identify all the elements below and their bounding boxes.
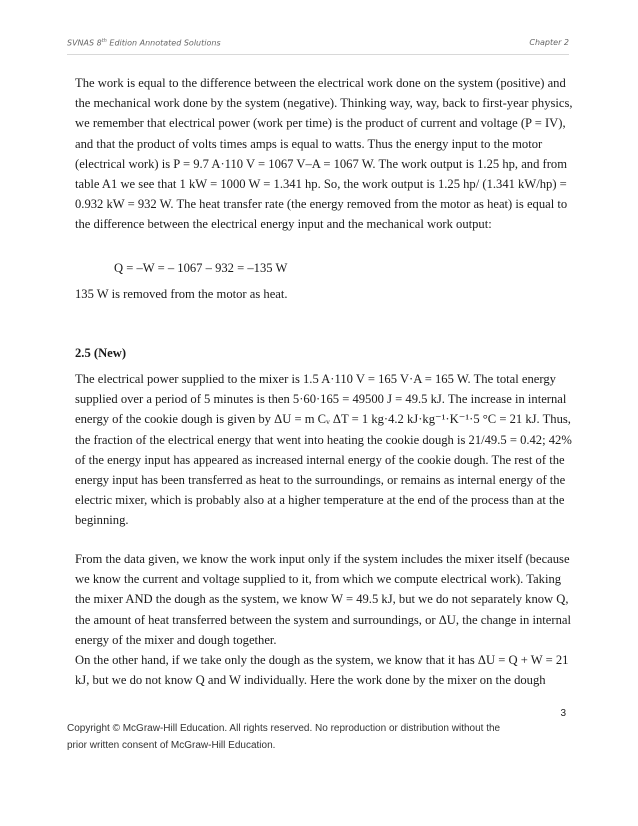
header-left-title: SVNAS 8th Edition Annotated Solutions xyxy=(67,38,221,48)
footer-line-1: Copyright © McGraw-Hill Education. All rights reserved. No reproduction or distribution without the xyxy=(67,723,501,734)
copyright-footer xyxy=(67,720,547,754)
paragraph-heat-removed: 135 W is removed from the motor as heat. xyxy=(75,287,288,301)
paragraph-mixer-power: The electrical power supplied to the mixer is 1.5 A·110 V = 165 V·A = 165 W. The total energy supplied over a period of 5 minutes is then 5·60·165 = 49500 J = 49.5 kJ. The increase in internal energy of the cookie dough is given by ΔU = m Cᵥ ΔT = 1 kg·4.2 kJ·kg⁻¹·K⁻¹·5 °C = 21 kJ. Thus, the fraction of the electrical energy that went into heating the cookie dough is 21/49.5 = 0.42; 42% of the energy input has appeared as increased internal energy of the cookie dough. The rest of the energy input has been transferred as heat to the surroundings, or remains as internal energy of the electric mixer, which is probably also at a higher temperature at the end of the process than at the beginning. xyxy=(75,372,572,528)
page-number: 3 xyxy=(560,708,566,719)
footer-line-2: prior written consent of McGraw-Hill Education. xyxy=(67,740,276,751)
paragraph-system-choice: From the data given, we know the work input only if the system includes the mixer itself (because we know the current and voltage supplied to it, from which we compute electrical work). Taking the mixer AND the dough as the system, we know W = 49.5 kJ, but we do not separately know Q, the amount of heat transferred between the system and surroundings, or ΔU, the change in internal energy of the mixer and dough together. xyxy=(75,552,571,647)
paragraph-dough-system: On the other hand, if we take only the dough as the system, we know that it has ΔU = Q + W = 21 kJ, but we do not know Q and W individually. Here the work done by the mixer on the dough xyxy=(75,653,569,688)
paragraph-work-energy: The work is equal to the difference between the electrical work done on the system (positive) and the mechanical work done by the system (negative). Thinking way, way, back to first-year physics, we remember that electrical power (work per time) is the product of current and voltage (P = IV), and that the product of volts times amps is equal to watts. Thus the energy input to the motor (electrical work) is P = 9.7 A·110 V = 1067 V–A = 1067 W. The work output is 1.25 hp, and from table A1 we see that 1 kW = 1000 W = 1.341 hp. So, the work output is 1.25 hp/ (1.341 kW/hp) = 0.932 kW = 932 W. The heat transfer rate (the energy removed from the motor as heat) is equal to the difference between the electrical energy input and the mechanical work output: xyxy=(75,76,573,232)
header-divider xyxy=(67,54,569,55)
equation-heat: Q = –W = – 1067 – 932 = –135 W xyxy=(114,261,288,275)
header-chapter: Chapter 2 xyxy=(529,38,569,47)
section-heading: 2.5 (New) xyxy=(75,346,127,360)
